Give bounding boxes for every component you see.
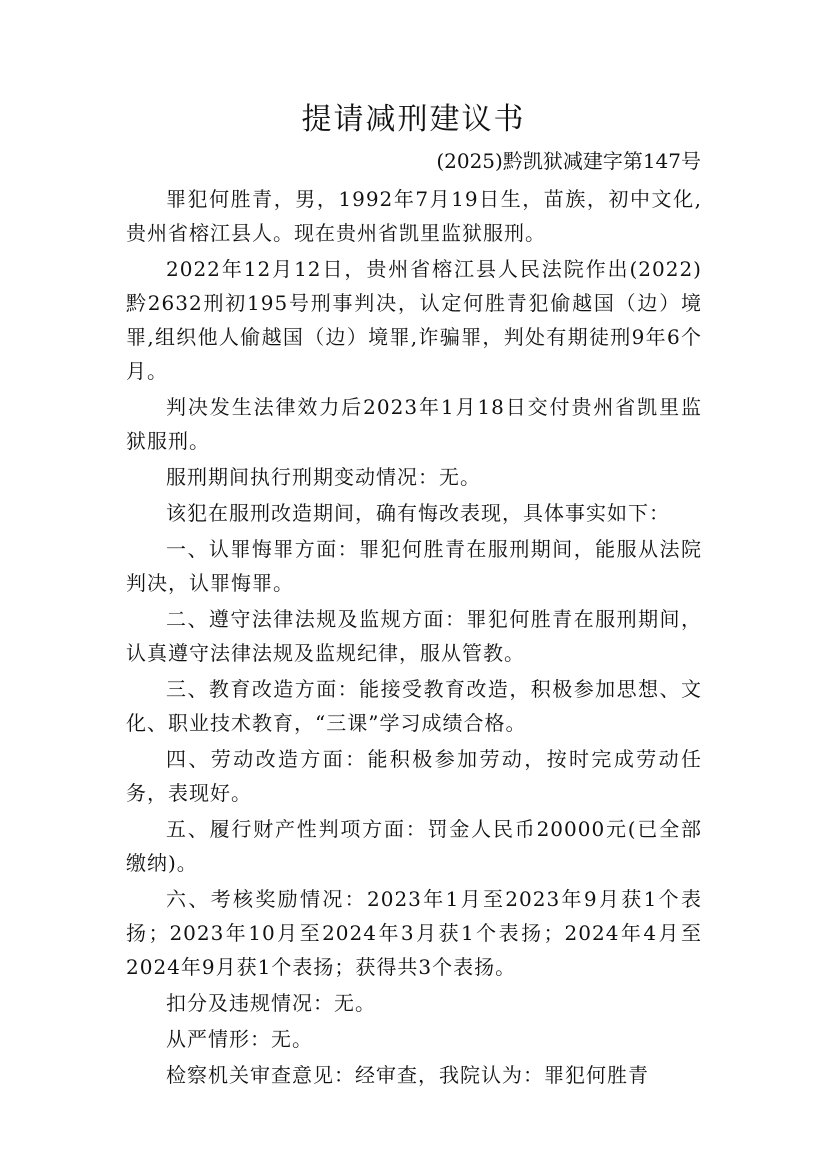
paragraph-sentence-changes: 服刑期间执行刑期变动情况：无。 [166,465,481,489]
document-number: (2025)黔凯狱减建字第147号 [436,149,701,173]
paragraph-education: 三、教育改造方面：能接受教育改造，积极参加思想、文化、职业技术教育，“三课”学习成绩合格。 [126,677,702,735]
document-title: 提请减刑建议书 [301,102,526,137]
paragraph-repentance-intro: 该犯在服刑改造期间，确有悔改表现，具体事实如下： [166,501,670,525]
paragraph-rewards: 六、考核奖励情况：2023年1月至2023年9月获1个表扬；2023年10月至2024年3月获1个表扬；2024年4月至2024年9月获1个表扬；获得共3个表扬。 [126,887,702,979]
paragraph-property-judgment: 五、履行财产性判项方面：罚金人民币20000元(已全部缴纳)。 [126,817,702,875]
paragraph-admit-guilt: 一、认罪悔罪方面：罪犯何胜青在服刑期间，能服从法院判决，认罪悔罪。 [126,537,702,595]
paragraph-labor: 四、劳动改造方面：能积极参加劳动，按时完成劳动任务，表现好。 [126,747,702,805]
paragraph-delivery: 判决发生法律效力后2023年1月18日交付贵州省凯里监狱服刑。 [126,395,702,453]
paragraph-prisoner-info: 罪犯何胜青，男，1992年7月19日生，苗族，初中文化,贵州省榕江县人。现在贵州省凯里监狱服刑。 [126,187,702,245]
document-body [126,182,702,1094]
paragraph-violations: 扣分及违规情况：无。 [166,991,376,1015]
paragraph-obey-rules: 二、遵守法律法规及监规方面：罪犯何胜青在服刑期间，认真遵守法律法规及监规纪律，服从管教。 [126,607,702,665]
paragraph-strict-circumstances: 从严情形：无。 [166,1027,313,1051]
paragraph-procuratorate-opinion: 检察机关审查意见：经审查，我院认为：罪犯何胜青 [166,1063,649,1087]
paragraph-judgment: 2022年12月12日，贵州省榕江县人民法院作出(2022)黔2632刑初195号刑事判决，认定何胜青犯偷越国（边）境罪,组织他人偷越国（边）境罪,诈骗罪，判处有期徒刑9年6个月。 [126,257,702,383]
